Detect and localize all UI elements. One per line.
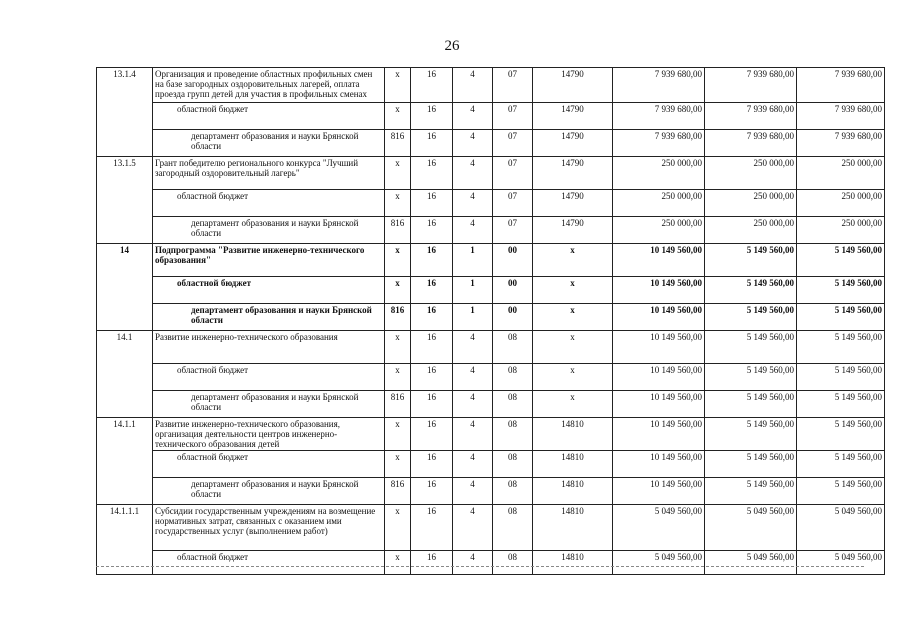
subprogram-code: 4 [453,505,493,551]
amount-year-3: 5 049 560,00 [797,505,885,551]
amount-year-3: 5 049 560,00 [797,551,885,575]
item-code: 13.1.5 [97,157,153,244]
amount-year-1: 10 149 560,00 [613,244,705,277]
direction-code: 14790 [533,68,613,103]
state-program-code: 16 [411,103,453,130]
state-program-code: 16 [411,304,453,331]
amount-year-3: 7 939 680,00 [797,103,885,130]
state-program-code: 16 [411,551,453,575]
direction-code: 14790 [533,130,613,157]
direction-code: x [533,391,613,418]
main-activity-code: 07 [493,217,533,244]
amount-year-3: 250 000,00 [797,157,885,190]
amount-year-3: 5 149 560,00 [797,244,885,277]
item-code: 13.1.4 [97,68,153,157]
direction-code: x [533,304,613,331]
grbs-code: x [385,68,411,103]
subprogram-code: 4 [453,68,493,103]
item-name: областной бюджет [153,451,385,478]
state-program-code: 16 [411,244,453,277]
amount-year-3: 5 149 560,00 [797,304,885,331]
main-activity-code: 07 [493,68,533,103]
grbs-code: x [385,244,411,277]
state-program-code: 16 [411,478,453,505]
page-bottom-rule [96,566,864,567]
subprogram-code: 4 [453,364,493,391]
grbs-code: x [385,190,411,217]
direction-code: 14790 [533,217,613,244]
amount-year-2: 250 000,00 [705,190,797,217]
table-row [97,451,885,478]
amount-year-1: 10 149 560,00 [613,364,705,391]
budget-table [96,67,885,575]
amount-year-2: 5 149 560,00 [705,331,797,364]
amount-year-2: 5 149 560,00 [705,391,797,418]
main-activity-code: 07 [493,190,533,217]
main-activity-code: 07 [493,103,533,130]
subprogram-code: 4 [453,103,493,130]
amount-year-3: 5 149 560,00 [797,478,885,505]
grbs-code: x [385,331,411,364]
main-activity-code: 08 [493,364,533,391]
subprogram-code: 4 [453,331,493,364]
amount-year-3: 250 000,00 [797,217,885,244]
main-activity-code: 08 [493,551,533,575]
amount-year-3: 7 939 680,00 [797,68,885,103]
item-name: Грант победителю регионального конкурса "Лучший загородный оздоровительный лагерь" [153,157,385,190]
grbs-code: 816 [385,217,411,244]
direction-code: 14810 [533,551,613,575]
main-activity-code: 07 [493,157,533,190]
state-program-code: 16 [411,391,453,418]
state-program-code: 16 [411,157,453,190]
item-name: Организация и проведение областных профильных смен на базе загородных оздоровительных лагерей, оплата проезда групп детей для участия в профильных сменах [153,68,385,103]
amount-year-2: 5 149 560,00 [705,277,797,304]
amount-year-3: 5 149 560,00 [797,331,885,364]
table-row [97,551,885,575]
item-name: Развитие инженерно-технического образования [153,331,385,364]
amount-year-2: 5 149 560,00 [705,478,797,505]
item-name: Подпрограмма "Развитие инженерно-технического образования" [153,244,385,277]
amount-year-1: 7 939 680,00 [613,68,705,103]
state-program-code: 16 [411,190,453,217]
direction-code: 14810 [533,451,613,478]
direction-code: 14810 [533,418,613,451]
subprogram-code: 4 [453,391,493,418]
amount-year-1: 10 149 560,00 [613,277,705,304]
direction-code: x [533,244,613,277]
main-activity-code: 00 [493,244,533,277]
amount-year-1: 10 149 560,00 [613,331,705,364]
item-name: областной бюджет [153,103,385,130]
state-program-code: 16 [411,331,453,364]
grbs-code: 816 [385,304,411,331]
subprogram-code: 4 [453,551,493,575]
amount-year-1: 250 000,00 [613,217,705,244]
subprogram-code: 4 [453,418,493,451]
amount-year-1: 10 149 560,00 [613,478,705,505]
direction-code: x [533,364,613,391]
grbs-code: 816 [385,130,411,157]
grbs-code: x [385,364,411,391]
amount-year-1: 5 049 560,00 [613,505,705,551]
direction-code: 14810 [533,478,613,505]
amount-year-1: 250 000,00 [613,157,705,190]
main-activity-code: 08 [493,391,533,418]
amount-year-1: 10 149 560,00 [613,391,705,418]
table-row [97,217,885,244]
amount-year-2: 5 149 560,00 [705,418,797,451]
direction-code: x [533,277,613,304]
grbs-code: 816 [385,478,411,505]
amount-year-2: 5 149 560,00 [705,364,797,391]
item-name: Развитие инженерно-технического образования, организация деятельности центров инженерно-технического образования детей [153,418,385,451]
state-program-code: 16 [411,68,453,103]
amount-year-3: 7 939 680,00 [797,130,885,157]
table-row [97,331,885,364]
main-activity-code: 08 [493,505,533,551]
amount-year-1: 7 939 680,00 [613,103,705,130]
subprogram-code: 4 [453,451,493,478]
main-activity-code: 08 [493,478,533,505]
amount-year-2: 5 149 560,00 [705,451,797,478]
table-row [97,391,885,418]
table-row [97,277,885,304]
table-row [97,478,885,505]
amount-year-3: 5 149 560,00 [797,364,885,391]
item-code: 14.1 [97,331,153,418]
state-program-code: 16 [411,418,453,451]
item-name: департамент образования и науки Брянской области [153,304,385,331]
amount-year-3: 5 149 560,00 [797,451,885,478]
amount-year-1: 10 149 560,00 [613,418,705,451]
item-name: областной бюджет [153,277,385,304]
main-activity-code: 00 [493,277,533,304]
grbs-code: x [385,157,411,190]
grbs-code: x [385,103,411,130]
subprogram-code: 1 [453,304,493,331]
state-program-code: 16 [411,364,453,391]
item-name: департамент образования и науки Брянской области [153,130,385,157]
item-name: Субсидии государственным учреждениям на возмещение нормативных затрат, связанных с оказанием ими государственных услуг (выполнением работ) [153,505,385,551]
amount-year-1: 7 939 680,00 [613,130,705,157]
subprogram-code: 4 [453,217,493,244]
table-row [97,130,885,157]
amount-year-1: 250 000,00 [613,190,705,217]
item-name: департамент образования и науки Брянской области [153,478,385,505]
direction-code: 14790 [533,190,613,217]
amount-year-3: 5 149 560,00 [797,418,885,451]
amount-year-2: 250 000,00 [705,157,797,190]
table-row [97,505,885,551]
state-program-code: 16 [411,277,453,304]
page-number: 26 [444,38,460,54]
item-name: областной бюджет [153,364,385,391]
amount-year-2: 250 000,00 [705,217,797,244]
subprogram-code: 1 [453,277,493,304]
item-name: областной бюджет [153,551,385,575]
main-activity-code: 08 [493,331,533,364]
subprogram-code: 1 [453,244,493,277]
grbs-code: x [385,505,411,551]
item-name: департамент образования и науки Брянской области [153,391,385,418]
amount-year-3: 5 149 560,00 [797,277,885,304]
table-row [97,244,885,277]
grbs-code: x [385,451,411,478]
amount-year-2: 7 939 680,00 [705,103,797,130]
amount-year-1: 10 149 560,00 [613,451,705,478]
item-code: 14.1.1.1 [97,505,153,575]
amount-year-2: 5 049 560,00 [705,551,797,575]
table-row [97,157,885,190]
amount-year-1: 10 149 560,00 [613,304,705,331]
main-activity-code: 08 [493,418,533,451]
state-program-code: 16 [411,451,453,478]
table-row [97,304,885,331]
main-activity-code: 07 [493,130,533,157]
table-row [97,190,885,217]
table-row [97,68,885,103]
direction-code: 14810 [533,505,613,551]
item-code: 14.1.1 [97,418,153,505]
state-program-code: 16 [411,130,453,157]
subprogram-code: 4 [453,478,493,505]
direction-code: x [533,331,613,364]
amount-year-2: 5 149 560,00 [705,244,797,277]
grbs-code: x [385,277,411,304]
grbs-code: x [385,551,411,575]
amount-year-2: 7 939 680,00 [705,68,797,103]
table-row [97,103,885,130]
amount-year-2: 7 939 680,00 [705,130,797,157]
item-name: областной бюджет [153,190,385,217]
amount-year-3: 250 000,00 [797,190,885,217]
grbs-code: x [385,418,411,451]
amount-year-3: 5 149 560,00 [797,391,885,418]
amount-year-1: 5 049 560,00 [613,551,705,575]
item-name: департамент образования и науки Брянской области [153,217,385,244]
table-row [97,418,885,451]
direction-code: 14790 [533,103,613,130]
main-activity-code: 08 [493,451,533,478]
grbs-code: 816 [385,391,411,418]
table-row [97,364,885,391]
main-activity-code: 00 [493,304,533,331]
subprogram-code: 4 [453,157,493,190]
state-program-code: 16 [411,505,453,551]
state-program-code: 16 [411,217,453,244]
subprogram-code: 4 [453,190,493,217]
direction-code: 14790 [533,157,613,190]
amount-year-2: 5 049 560,00 [705,505,797,551]
item-code: 14 [97,244,153,331]
amount-year-2: 5 149 560,00 [705,304,797,331]
subprogram-code: 4 [453,130,493,157]
